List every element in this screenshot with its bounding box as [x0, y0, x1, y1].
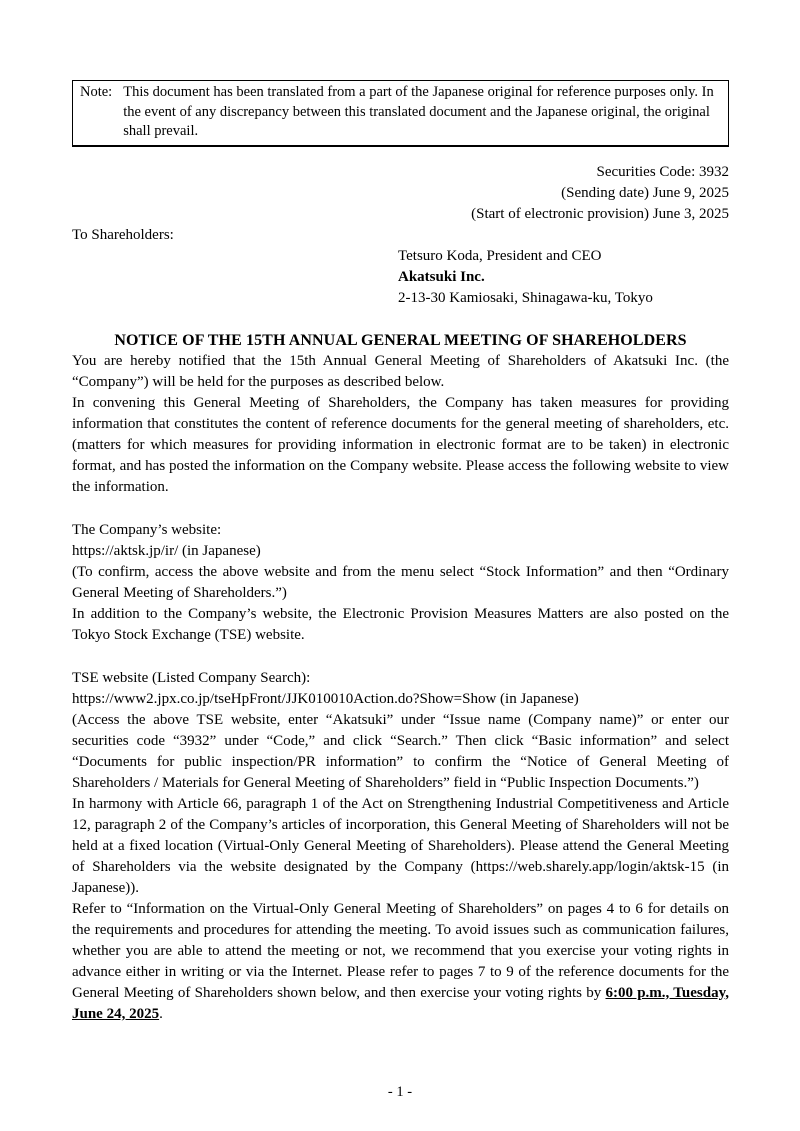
voting-instructions-text: Refer to “Information on the Virtual-Only General Meeting of Shareholders” on pages 4 to 6 for details on the requirements and procedures for attending the meeting. To avoid issues such as communication failures, whether you are able to attend the meeting or not, we recommend that you exercise your voting rights in advance either in writing or via the Internet. Please refer to pages 7 to 9 of the reference documents for the General Meeting of Shareholders shown below, and then exercise your voting rights by: [72, 900, 729, 1001]
voting-deadline: 6:00 p.m., Tuesday, June 24, 2025: [72, 984, 729, 1022]
translation-note-box: [72, 80, 729, 147]
tse-website-url: https://www2.jpx.co.jp/tseHpFront/JJK010010Action.do?Show=Show (in Japanese): [72, 690, 579, 707]
electronic-provision-date: (Start of electronic provision) June 3, 2025: [471, 205, 729, 222]
notification-paragraph: You are hereby notified that the 15th Annual General Meeting of Shareholders of Akatsuki Inc. (the “Company”) will be held for the purposes as described below.: [72, 352, 729, 390]
company-website-note: (To confirm, access the above website and from the menu select “Stock Information” and then “Ordinary General Meeting of Shareholders.”): [72, 563, 729, 601]
voting-instructions-paragraph: [72, 899, 729, 1025]
document-content: [72, 0, 729, 1025]
virtual-meeting-paragraph: In harmony with Article 66, paragraph 1 of the Act on Strengthening Industrial Competitiveness and Article 12, paragraph 2 of the Company’s articles of incorporation, this General Meeting of Shareholders will not be held at a fixed location (Virtual-Only General Meeting of Shareholders). Please attend the General Meeting of Shareholders via the website designated by the Company (https://web.sharely.app/login/aktsk-15 (in Japanese)).: [72, 795, 729, 896]
tse-intro-paragraph: In addition to the Company’s website, the Electronic Provision Measures Matters are also posted on the Tokyo Stock Exchange (TSE) website.: [72, 605, 729, 643]
salutation: To Shareholders:: [72, 226, 174, 243]
tse-website-note: (Access the above TSE website, enter “Akatsuki” under “Issue name (Company name)” or enter our securities code “3932” under “Code,” and click “Search.” Then click “Basic information” and select “Documents for public inspection/PR information” to confirm the “Notice of General Meeting of Shareholders / Materials for General Meeting of Shareholders” field in “Public Inspection Documents.”): [72, 711, 729, 791]
company-website-section: [72, 520, 729, 604]
tse-website-section: [72, 668, 729, 794]
sending-date: (Sending date) June 9, 2025: [561, 184, 729, 201]
sender-block: [398, 246, 729, 309]
company-website-url: https://aktsk.jp/ir/ (in Japanese): [72, 542, 261, 559]
sender-company-name: Akatsuki Inc.: [398, 268, 485, 285]
sender-company-address: 2-13-30 Kamiosaki, Shinagawa-ku, Tokyo: [398, 289, 653, 306]
note-text: This document has been translated from a part of the Japanese original for reference purposes only. In the event of any discrepancy between this translated document and the Japanese original, the original shall prevail.: [123, 84, 714, 139]
voting-instructions-period: .: [159, 1005, 163, 1022]
company-website-label: The Company’s website:: [72, 521, 222, 538]
tse-website-label: TSE website (Listed Company Search):: [72, 669, 311, 686]
securities-code: Securities Code: 3932: [596, 163, 729, 180]
page-title: NOTICE OF THE 15TH ANNUAL GENERAL MEETING OF SHAREHOLDERS: [114, 331, 687, 349]
page-number: - 1 -: [387, 1084, 413, 1100]
electronic-provision-paragraph: In convening this General Meeting of Shareholders, the Company has taken measures for providing information that constitutes the content of reference documents for the general meeting of shareholders, etc. (matters for which measures for providing information in electronic format are to be taken) in electronic format, and has posted the information on the Company website. Please access the following website to view the information.: [72, 394, 729, 495]
sender-name: Tetsuro Koda, President and CEO: [398, 247, 602, 264]
header-meta: [72, 162, 729, 225]
note-label: Note:: [80, 84, 113, 100]
